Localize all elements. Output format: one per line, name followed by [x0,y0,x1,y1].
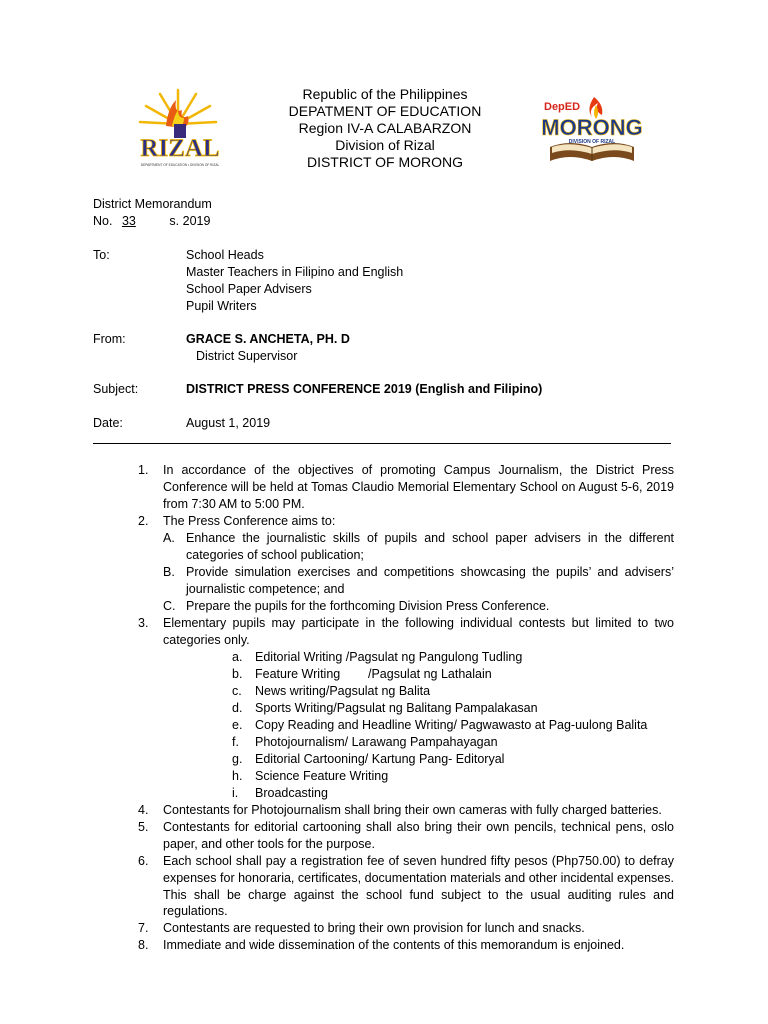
item-text: Elementary pupils may participate in the following individual contests but limited to two categories only. [163,616,674,647]
to-label: To: [93,248,110,262]
item-text: In accordance of the objectives of promoting Campus Journalism, the District Press Conference will be held at Tomas Claudio Memorial Elementary School on August 5-6, 2019 from 7:30 AM to 5:00 PM. [163,463,674,511]
sub-item-text: Prepare the pupils for the forthcoming Division Press Conference. [186,599,550,613]
deped-morong-logo [542,95,642,171]
item-number: 2. [138,514,149,528]
item-text: The Press Conference aims to: [163,514,336,528]
sender-title: District Supervisor [196,349,298,363]
item-text: Each school shall pay a registration fee of seven hundred fifty pesos (Php750.00) to defray expenses for honoraria, certificates, documentation materials and other incidental expenses. This shall be charge against the school fund subject to the usual auditing rules and regulations. [163,854,674,919]
category-text: Sports Writing/Pagsulat ng Balitang Pampalakasan [255,701,538,715]
divider-line [93,443,671,444]
category-text: Feature Writing /Pagsulat ng Lathalain [255,667,492,681]
date-value: August 1, 2019 [186,416,271,430]
sub-item-letter: A. [163,531,175,545]
category-text: Science Feature Writing [255,769,389,783]
item-text: Contestants for Photojournalism shall bring their own cameras with fully charged batteries. [163,803,662,817]
category-letter: f. [232,735,239,749]
category-letter: i. [232,786,239,800]
item-number: 5. [138,820,149,834]
from-value [186,331,350,365]
memo-number-value: 33 [121,214,136,228]
from-label: From: [93,332,126,346]
sub-item-text: Provide simulation exercises and competitions showcasing the pupils’ and advisers’ journalistic competence; and [186,565,674,596]
item-number: 7. [138,921,149,935]
rizal-logo-subtext: DEPARTMENT OF EDUCATION • DIVISION OF RIZAL [140,163,220,167]
header-district: DISTRICT OF MORONG [306,154,464,170]
header-region: Region IV-A CALABARZON [298,120,472,136]
morong-logo-subtext: DIVISION OF RIZAL [568,139,616,145]
category-text: Copy Reading and Headline Writing/ Pagwawasto at Pag-uulong Balita [255,718,648,732]
sub-item-letter: C. [163,599,176,613]
category-letter: e. [232,718,243,732]
category-text: Broadcasting [255,786,328,800]
item-text: Contestants for editorial cartooning shall also bring their own pencils, technical pens, oslo paper, and other tools for the purpose. [163,820,674,851]
subject-label: Subject: [93,382,139,396]
category-letter: b. [232,667,243,681]
header-department: DEPATMENT OF EDUCATION [288,103,482,119]
category-text: News writing/Pagsulat ng Balita [255,684,431,698]
morong-logo-text: MORONG [542,115,642,140]
recipient: Master Teachers in Filipino and English [186,265,404,279]
subject-value: DISTRICT PRESS CONFERENCE 2019 (English and Filipino) [186,382,543,396]
category-letter: d. [232,701,243,715]
item-number: 1. [138,463,149,477]
date-label: Date: [93,416,123,430]
item-number: 8. [138,938,149,952]
category-letter: h. [232,769,243,783]
item-number: 4. [138,803,149,817]
item-text: Immediate and wide dissemination of the contents of this memorandum is enjoined. [163,938,625,952]
category-letter: c. [232,684,242,698]
header-republic: Republic of the Philippines [302,86,468,102]
recipient: School Heads [186,248,264,262]
memo-heading [93,196,212,230]
rizal-logo-text: RIZAL [140,135,220,162]
sender-name: GRACE S. ANCHETA, PH. D [186,332,350,346]
recipient: Pupil Writers [186,299,257,313]
memo-number-label: No. [93,214,113,228]
recipient: School Paper Advisers [186,282,312,296]
category-text: Editorial Cartooning/ Kartung Pang- Editoryal [255,752,505,766]
category-letter: g. [232,752,243,766]
deped-text: DepED [544,101,581,113]
memo-type: District Memorandum [93,197,212,211]
header-division: Division of Rizal [335,137,435,153]
sub-item-text: Enhance the journalistic skills of pupils and school paper advisers in the different categories of school publication; [186,531,674,562]
category-text: Photojournalism/ Larawang Pampahayagan [255,735,498,749]
category-text: Editorial Writing /Pagsulat ng Pangulong Tudling [255,650,523,664]
memo-number-line [93,213,212,230]
sub-item-letter: B. [163,565,175,579]
memo-series: s. 2019 [169,214,211,228]
to-recipients [186,247,403,315]
item-number: 3. [138,616,149,630]
letterhead [240,86,530,171]
rizal-logo [130,86,230,172]
item-text: Contestants are requested to bring their own provision for lunch and snacks. [163,921,585,935]
category-letter: a. [232,650,243,664]
item-number: 6. [138,854,149,868]
